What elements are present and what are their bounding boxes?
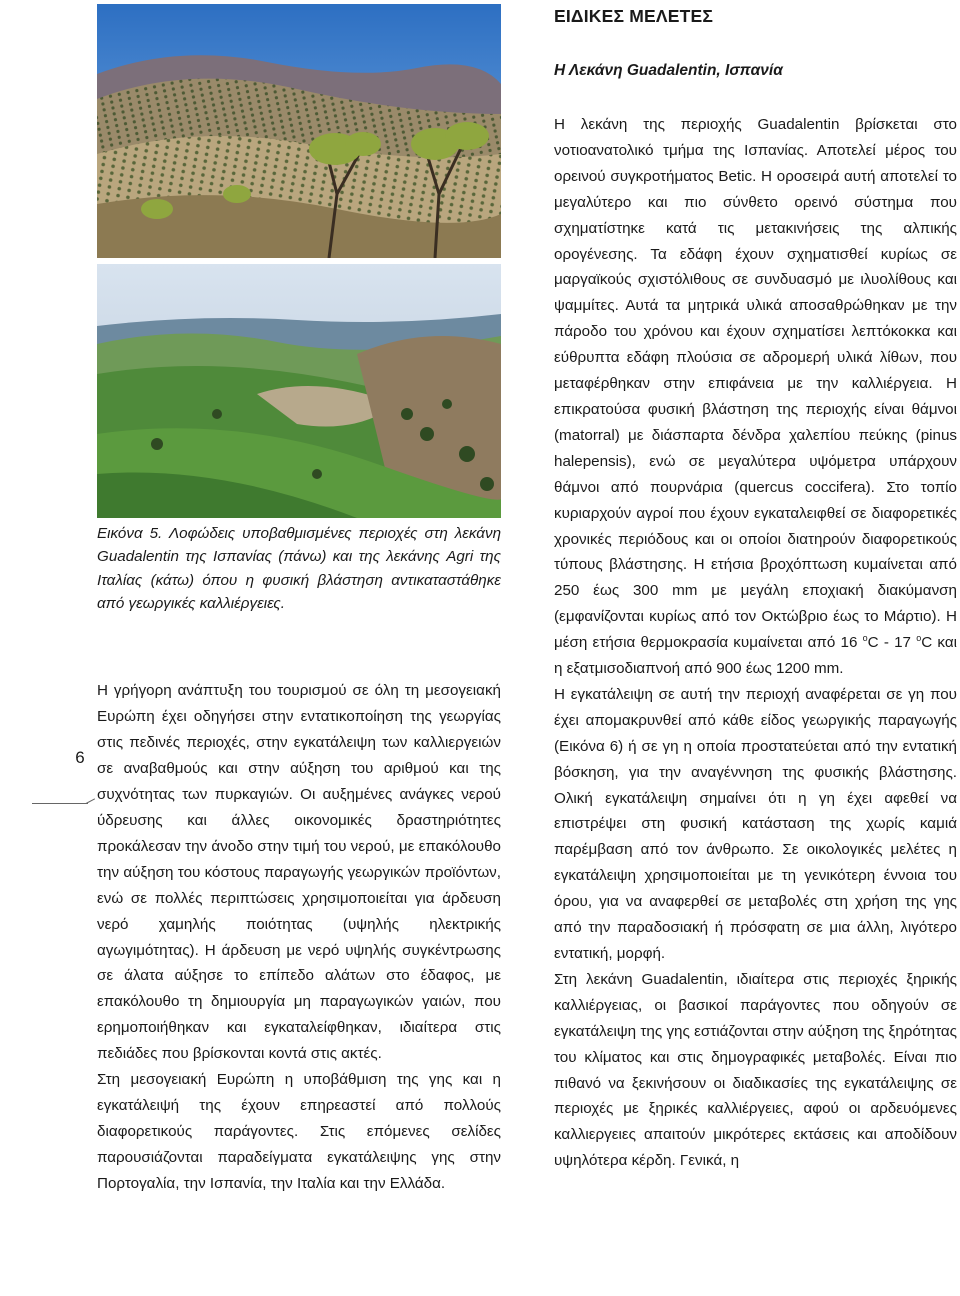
section-title: ΕΙΔΙΚΕΣ ΜΕΛΕΤΕΣ (554, 6, 714, 26)
page-number-rule-tick (86, 798, 95, 804)
paragraph: Στη λεκάνη Guadalentin, ιδιαίτερα στις περιοχές ξηρικής καλλιέργειας, οι βασικοί παράγοντες που οδηγούν σε εγκατάλειψη της γης εστιάζονται στην αύξηση της ξηρότητας του κλίματος και στις δημογραφικές μεταβολές. Είναι πιο πιθανό να ξεκινήσουν οι διαδικασίες της εγκατάλειψης σε περιοχές με ξηρικές καλλιέργειες, αφού οι αρδευόμενες καλλιεργειες απαιτούν μικρότερες εκτάσεις και αποδίδουν υψηλότερα κέρδη. Γενικά, η (554, 970, 957, 1170)
degree-symbol: ο (862, 633, 868, 644)
page-number: 6 (75, 748, 85, 767)
right-column-text (554, 112, 957, 1174)
photo-guadalentin-hills (97, 4, 501, 258)
paragraph: Η γρήγορη ανάπτυξη του τουρισμού σε όλη τη μεσογειακή Ευρώπη έχει οδηγήσει στην εντατικοποίηση της γεωργίας στις πεδινές περιοχές, στην εγκατάλειψη των καλλιεργειών σε αναβαθμούς και στην αύξηση του αριθμού και της συχνότητας των πυρκαγιών. Οι αυξημένες ανάγκες νερού ύδρευσης και άλλες οικονομικές δραστηριότητες προκάλεσαν την άνοδο στην τιμή του νερού, με επακόλουθο την αύξηση του κόστους παραγωγής γεωργικών προϊόντων, ενώ σε πολλές περιπτώσεις χρησιμοποιείται για άρδευση νερό χαμηλής ποιότητας (υψηλής ηλεκτρικής αγωγιμότητας). Η άρδευση με νερό υψηλής συγκέντρωσης σε άλατα αύξησε το επίπεδο αλάτων στο έδαφος, με επακόλουθο τη δημιουργία μη παραγωγικών γαιών, που ερημοποιήθηκαν και εγκαταλείφθηκαν, ιδιαίτερα στις πεδιάδες που βρίσκονται κοντά στις ακτές. (97, 682, 501, 1063)
subtitle: Η Λεκάνη Guadalentin, Ισπανία (554, 62, 783, 79)
page-number-rule (32, 803, 88, 804)
photo-agri-hills (97, 264, 501, 518)
paragraph: Στη μεσογειακή Ευρώπη η υποβάθμιση της γης και η εγκατάλειψή της έχουν επηρεαστεί από πολλούς διαφορετικούς παράγοντες. Στις επόμενες σελίδες παρουσιάζονται παραδείγματα εγκατάλειψης γης στην Πορτογαλία, την Ισπανία, την Ιταλία και την Ελλάδα. (97, 1071, 501, 1193)
degree-symbol: ο (916, 633, 922, 644)
figure-caption: Εικόνα 5. Λοφώδεις υποβαθμισμένες περιοχές στη λεκάνη Guadalentin της Ισπανίας (πάνω) και της λεκάνης Agri της Ιταλίας (κάτω) όπου η φυσική βλάστηση αντικαταστάθηκε από γεωργικές καλλιέργειες. (97, 525, 501, 613)
paragraph: Η εγκατάλειψη σε αυτή την περιοχή αναφέρεται σε γη που έχει απομακρυνθεί από κάθε είδος γεωργικής παραγωγής (Εικόνα 6) ή σε γη η οποία προστατεύεται από την εντατική βόσκηση, για την αναγέννηση της φυσικής βλάστησης. Ολική εγκατάλειψη σημαίνει ότι η γη έχει αφεθεί να επιστρέψει στη φυσική κατάσταση της χωρίς καμιά παρέμβαση από τον άνθρωπο. Σε οικολογικές μελέτες η εγκατάλειψη χρησιμοποιείται με τη γενικότερη έννοια του όρου, για να αναφερθεί σε μεταβολές στη χρήση της γης από την παραδοσιακή ή πρόσφατη σε μια άλλη, λιγότερο εντατική, μορφή. (554, 685, 957, 962)
paragraph-text: C και η εξατμισοδιαπνοή από 900 έως 1200 mm. (554, 634, 957, 678)
paragraph-text: Η λεκάνη της περιοχής Guadalentin βρίσκεται στο νοτιοανατολικό τμήμα της Ισπανίας. Αποτελεί μέρος του ορεινού συγκροτήματος Betic. Η οροσειρά αυτή αποτελεί το μεγαλύτερο και πιο σύνθετο ορεινό σύστημα που σχηματίστηκε κατά τις μετακινήσεις της αλπικής ορογένεσης. Τα εδάφη έχουν σχηματισθεί κυρίως σε μαργαϊκούς σχιστόλιθους σε συνδυασμό με ιλυολίθους και ψαμμίτες. Αυτά τα μητρικά υλικά αποσαθρώθηκαν με την πάροδο του χρόνου και έχουν σχηματίσει λεπτόκοκκα και εύθρυπτα εδάφη πλούσια σε αδρομερή υλικά λίθων, που μεταφέρθηκαν στην επιφάνεια με την καλλιέργεια. Η επικρατούσα φυσική βλάστηση της περιοχής είναι θάμνοι (matorral) με διάσπαρτα δένδρα χαλεπίου πεύκης (pinus halepensis), ενώ σε μεγαλύτερα υψόμετρα υπάρχουν θάμνοι από πουρνάρια (quercus coccifera). Στο τοπίο κυριαρχούν αγροί που έχουν εγκαταλειφθεί σε διαφορετικές χρονικές περιόδους και οι οποίοι διατηρούν διαφορετικούς τύπους βλάστησης. Η ετήσια βροχόπτωση κυμαίνεται από 250 έως 300 mm με μεγάλη εποχιακή διακύμανση (εμφανίζονται κυρίως από τον Οκτώβριο έως το Μάρτιο). Η μέση ετήσια θερμοκρασία κυμαίνεται από 16 (554, 116, 957, 652)
left-column-text (97, 678, 501, 1197)
paragraph-text: C - 17 (867, 634, 912, 652)
paragraph (554, 112, 957, 682)
